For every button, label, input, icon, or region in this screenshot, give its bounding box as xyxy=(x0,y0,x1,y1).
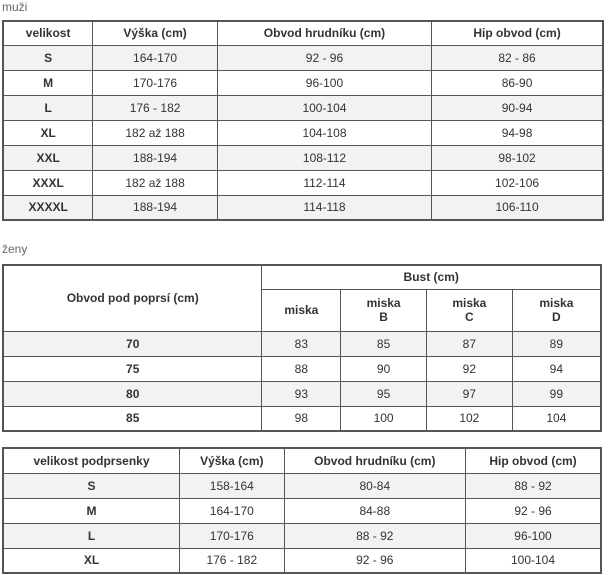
size-cell: XXXXL xyxy=(3,195,93,220)
hip-cell: 98-102 xyxy=(432,145,603,170)
bust-cell: 85 xyxy=(341,331,427,356)
height-cell: 170-176 xyxy=(93,70,218,95)
height-cell: 182 až 188 xyxy=(93,170,218,195)
height-cell: 164-170 xyxy=(93,45,218,70)
underbust-cell: 85 xyxy=(3,406,262,431)
chest-cell: 114-118 xyxy=(217,195,431,220)
hip-cell: 94-98 xyxy=(432,120,603,145)
size-cell: XL xyxy=(3,548,179,573)
size-cell: L xyxy=(3,523,179,548)
height-cell: 176 - 182 xyxy=(179,548,284,573)
table-row xyxy=(3,406,601,431)
table-row xyxy=(3,331,601,356)
underbust-cell: 70 xyxy=(3,331,262,356)
men-header-row xyxy=(3,21,603,45)
size-cell: XXXL xyxy=(3,170,93,195)
bust-cell: 102 xyxy=(426,406,512,431)
size-cell: S xyxy=(3,473,179,498)
chest-cell: 92 - 96 xyxy=(284,548,465,573)
table-row xyxy=(3,45,603,70)
height-cell: 188-194 xyxy=(93,145,218,170)
height-cell: 182 až 188 xyxy=(93,120,218,145)
men-section-label: muži xyxy=(2,0,28,14)
chest-cell: 80-84 xyxy=(284,473,465,498)
chest-cell: 96-100 xyxy=(217,70,431,95)
bust-cell: 100 xyxy=(341,406,427,431)
bust-cell: 83 xyxy=(262,331,341,356)
hip-cell: 82 - 86 xyxy=(432,45,603,70)
hip-cell: 88 - 92 xyxy=(465,473,601,498)
bust-cell: 94 xyxy=(512,356,601,381)
bust-cell: 99 xyxy=(512,381,601,406)
bra-header-hip: Hip obvod (cm) xyxy=(465,448,601,473)
size-cell: XL xyxy=(3,120,93,145)
women-section-label: ženy xyxy=(2,242,28,256)
men-header-size: velikost xyxy=(3,21,93,45)
hip-cell: 106-110 xyxy=(432,195,603,220)
hip-cell: 96-100 xyxy=(465,523,601,548)
table-row xyxy=(3,548,601,573)
cup-header: miska B xyxy=(341,289,427,331)
bra-header-height: Výška (cm) xyxy=(179,448,284,473)
men-header-height: Výška (cm) xyxy=(93,21,218,45)
cup-header: miska D xyxy=(512,289,601,331)
bust-cell: 93 xyxy=(262,381,341,406)
hip-cell: 90-94 xyxy=(432,95,603,120)
women-underbust-header: Obvod pod poprsí (cm) xyxy=(3,265,262,331)
cup-header: miska C xyxy=(426,289,512,331)
table-row xyxy=(3,95,603,120)
women-header-row xyxy=(3,265,601,289)
table-row xyxy=(3,145,603,170)
height-cell: 158-164 xyxy=(179,473,284,498)
bust-cell: 95 xyxy=(341,381,427,406)
cup-header: miska xyxy=(262,289,341,331)
women-bust-table xyxy=(2,264,602,432)
size-cell: XXL xyxy=(3,145,93,170)
bra-header-chest: Obvod hrudníku (cm) xyxy=(284,448,465,473)
table-row xyxy=(3,473,601,498)
height-cell: 176 - 182 xyxy=(93,95,218,120)
size-cell: M xyxy=(3,498,179,523)
height-cell: 164-170 xyxy=(179,498,284,523)
hip-cell: 86-90 xyxy=(432,70,603,95)
table-row xyxy=(3,523,601,548)
bust-cell: 92 xyxy=(426,356,512,381)
chest-cell: 108-112 xyxy=(217,145,431,170)
table-row xyxy=(3,70,603,95)
bra-header-size: velikost podprsenky xyxy=(3,448,179,473)
table-row xyxy=(3,195,603,220)
underbust-cell: 75 xyxy=(3,356,262,381)
bra-size-table xyxy=(2,447,602,574)
table-row xyxy=(3,381,601,406)
chest-cell: 112-114 xyxy=(217,170,431,195)
underbust-cell: 80 xyxy=(3,381,262,406)
chest-cell: 92 - 96 xyxy=(217,45,431,70)
men-header-chest: Obvod hrudníku (cm) xyxy=(217,21,431,45)
chest-cell: 84-88 xyxy=(284,498,465,523)
bust-cell: 89 xyxy=(512,331,601,356)
hip-cell: 92 - 96 xyxy=(465,498,601,523)
bust-cell: 90 xyxy=(341,356,427,381)
women-bust-header: Bust (cm) xyxy=(262,265,601,289)
chest-cell: 88 - 92 xyxy=(284,523,465,548)
bust-cell: 97 xyxy=(426,381,512,406)
height-cell: 170-176 xyxy=(179,523,284,548)
hip-cell: 100-104 xyxy=(465,548,601,573)
men-size-table xyxy=(2,20,604,221)
size-cell: M xyxy=(3,70,93,95)
table-row xyxy=(3,120,603,145)
table-row xyxy=(3,170,603,195)
chest-cell: 104-108 xyxy=(217,120,431,145)
height-cell: 188-194 xyxy=(93,195,218,220)
bust-cell: 98 xyxy=(262,406,341,431)
table-row xyxy=(3,356,601,381)
size-cell: L xyxy=(3,95,93,120)
men-header-hip: Hip obvod (cm) xyxy=(432,21,603,45)
bra-header-row xyxy=(3,448,601,473)
bust-cell: 104 xyxy=(512,406,601,431)
bust-cell: 87 xyxy=(426,331,512,356)
bust-cell: 88 xyxy=(262,356,341,381)
chest-cell: 100-104 xyxy=(217,95,431,120)
table-row xyxy=(3,498,601,523)
size-cell: S xyxy=(3,45,93,70)
hip-cell: 102-106 xyxy=(432,170,603,195)
